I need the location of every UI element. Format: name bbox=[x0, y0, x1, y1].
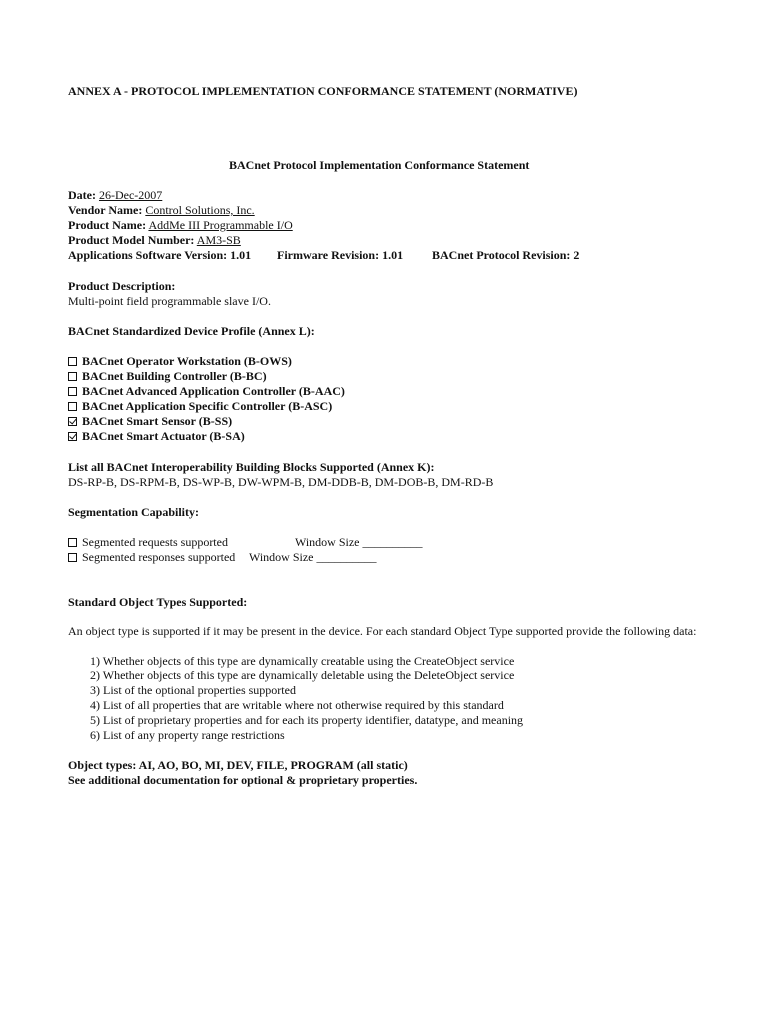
profile-item-label: BACnet Building Controller (B-BC) bbox=[82, 369, 267, 383]
checked-checkbox-icon bbox=[68, 432, 77, 441]
segmented-requests-label: Segmented requests supported bbox=[82, 535, 228, 549]
date-label: Date: bbox=[68, 188, 96, 202]
description-text: Multi-point field programmable slave I/O. bbox=[68, 294, 271, 308]
firmware-revision: Firmware Revision: 1.01 bbox=[277, 248, 404, 262]
profile-item bbox=[68, 429, 245, 444]
profile-item-label: BACnet Operator Workstation (B-OWS) bbox=[82, 354, 292, 368]
checkbox-icon bbox=[68, 553, 77, 562]
description-heading: Product Description: bbox=[68, 279, 176, 293]
date-value: 26-Dec-2007 bbox=[98, 188, 163, 202]
model-row bbox=[68, 233, 241, 248]
responses-window-size: Window Size __________ bbox=[249, 550, 377, 564]
model-value: AM3-SB bbox=[196, 233, 241, 247]
product-row bbox=[68, 218, 293, 233]
segmented-responses-label: Segmented responses supported bbox=[82, 550, 236, 564]
list-item: 3) List of the optional properties supported bbox=[90, 683, 296, 697]
list-item: 2) Whether objects of this type are dynamically deletable using the DeleteObject service bbox=[90, 668, 515, 682]
profile-item bbox=[68, 369, 267, 384]
requests-window-size: Window Size __________ bbox=[295, 535, 423, 549]
list-item: 6) List of any property range restrictions bbox=[90, 728, 285, 742]
profile-item-label: BACnet Smart Sensor (B-SS) bbox=[82, 414, 233, 428]
segmented-responses-row bbox=[68, 550, 235, 565]
profile-item-label: BACnet Smart Actuator (B-SA) bbox=[82, 429, 245, 443]
profile-item bbox=[68, 399, 332, 414]
vendor-label: Vendor Name: bbox=[68, 203, 143, 217]
profile-item bbox=[68, 414, 232, 429]
checkbox-icon bbox=[68, 538, 77, 547]
vendor-row bbox=[68, 203, 255, 218]
statement-title: BACnet Protocol Implementation Conformance Statement bbox=[229, 158, 530, 172]
product-value: AddMe III Programmable I/O bbox=[148, 218, 293, 232]
bibbs-heading: List all BACnet Interoperability Building Blocks Supported (Annex K): bbox=[68, 460, 435, 474]
additional-documentation-note: See additional documentation for optional & proprietary properties. bbox=[68, 773, 418, 787]
checkbox-icon bbox=[68, 387, 77, 396]
profile-item bbox=[68, 354, 292, 369]
object-types-summary: Object types: AI, AO, BO, MI, DEV, FILE, PROGRAM (all static) bbox=[68, 758, 408, 772]
list-item: 5) List of proprietary properties and for each its property identifier, datatype, and meaning bbox=[90, 713, 524, 727]
app-version: Applications Software Version: 1.01 bbox=[68, 248, 252, 262]
checked-checkbox-icon bbox=[68, 417, 77, 426]
checkbox-icon bbox=[68, 402, 77, 411]
profile-item-label: BACnet Advanced Application Controller (B-AAC) bbox=[82, 384, 345, 398]
model-label: Product Model Number: bbox=[68, 233, 195, 247]
list-item: 4) List of all properties that are writable where not otherwise required by this standard bbox=[90, 698, 504, 712]
object-types-intro: An object type is supported if it may be present in the device. For each standard Object Type supported provide the following data: bbox=[68, 624, 697, 638]
segmentation-heading: Segmentation Capability: bbox=[68, 505, 200, 519]
segmented-requests-row bbox=[68, 535, 228, 550]
protocol-revision: BACnet Protocol Revision: 2 bbox=[432, 248, 580, 262]
annex-title: ANNEX A - PROTOCOL IMPLEMENTATION CONFORMANCE STATEMENT (NORMATIVE) bbox=[68, 84, 578, 98]
device-profile-heading: BACnet Standardized Device Profile (Annex L): bbox=[68, 324, 315, 338]
list-item: 1) Whether objects of this type are dynamically creatable using the CreateObject service bbox=[90, 654, 515, 668]
checkbox-icon bbox=[68, 372, 77, 381]
date-row bbox=[68, 188, 162, 203]
product-label: Product Name: bbox=[68, 218, 147, 232]
profile-item bbox=[68, 384, 345, 399]
profile-item-label: BACnet Application Specific Controller (B-ASC) bbox=[82, 399, 333, 413]
object-types-heading: Standard Object Types Supported: bbox=[68, 595, 248, 609]
bibbs-list: DS-RP-B, DS-RPM-B, DS-WP-B, DW-WPM-B, DM-DDB-B, DM-DOB-B, DM-RD-B bbox=[68, 475, 494, 489]
checkbox-icon bbox=[68, 357, 77, 366]
vendor-value: Control Solutions, Inc. bbox=[145, 203, 255, 217]
